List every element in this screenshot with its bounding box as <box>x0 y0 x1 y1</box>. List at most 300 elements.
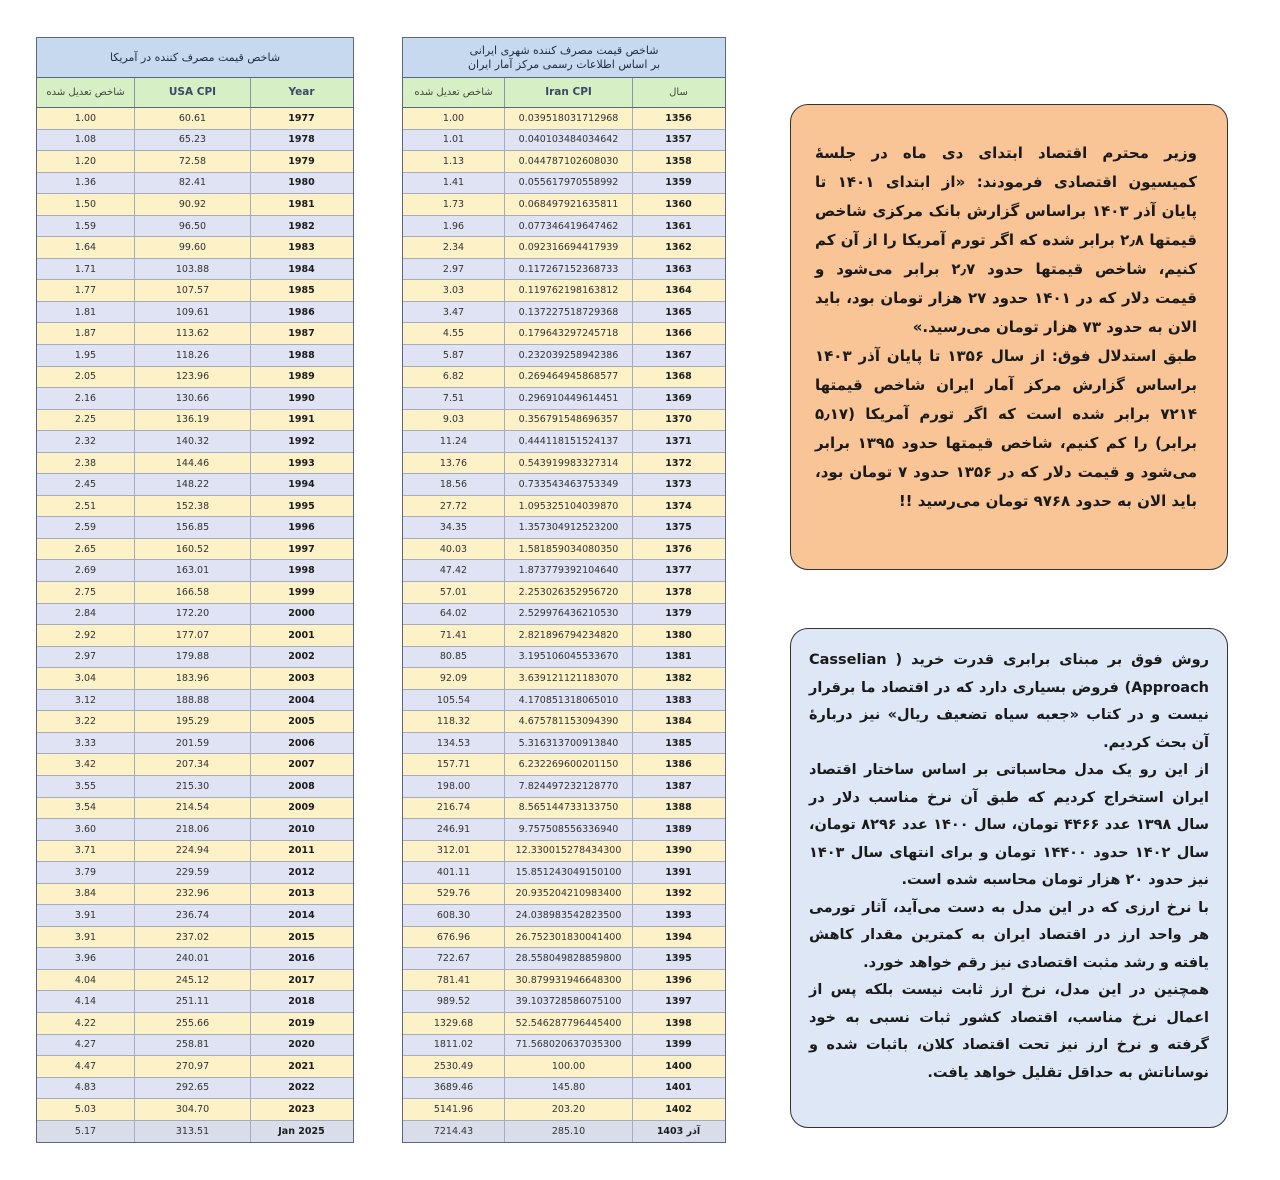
usa-adjusted-cell: 2.38 <box>37 453 135 474</box>
iran-cpi-cell: 26.752301830041400 <box>505 927 633 948</box>
iran-cpi-cell: 0.733543463753349 <box>505 474 633 495</box>
usa-adjusted-cell: 1.71 <box>37 259 135 280</box>
iran-year-cell: 1373 <box>665 479 692 491</box>
iran-adjusted-cell: 198.00 <box>403 776 505 797</box>
usa-year-cell: 1988 <box>288 349 315 361</box>
iran-table-row <box>403 970 725 992</box>
iran-table-row <box>403 474 725 496</box>
usa-table-row <box>37 1013 353 1035</box>
usa-year-cell: 2000 <box>288 608 315 620</box>
iran-cpi-cell: 0.137227518729368 <box>505 302 633 323</box>
iran-adjusted-cell: 92.09 <box>403 668 505 689</box>
iran-adjusted-cell: 1.00 <box>403 108 505 129</box>
iran-cpi-cell: 24.038983542823500 <box>505 905 633 926</box>
usa-adjusted-cell: 2.25 <box>37 410 135 431</box>
iran-year-cell: 1391 <box>665 866 692 878</box>
usa-table-row <box>37 560 353 582</box>
usa-cpi-cell: 136.19 <box>135 410 251 431</box>
iran-table-row <box>403 1035 725 1057</box>
iran-year-cell: 1361 <box>665 220 692 232</box>
usa-adjusted-cell: 3.04 <box>37 668 135 689</box>
usa-cpi-cell: 113.62 <box>135 323 251 344</box>
iran-cpi-cell: 1.357304912523200 <box>505 517 633 538</box>
iran-table-row <box>403 517 725 539</box>
usa-year-cell: 1999 <box>288 586 315 598</box>
model-explanation-box <box>790 628 1228 1128</box>
iran-adjusted-cell: 157.71 <box>403 754 505 775</box>
usa-cpi-cell: 148.22 <box>135 474 251 495</box>
iran-table-row <box>403 560 725 582</box>
iran-year-cell: 1365 <box>665 306 692 318</box>
iran-table-row <box>403 302 725 324</box>
usa-cpi-cell: 245.12 <box>135 970 251 991</box>
usa-table-row <box>37 927 353 949</box>
usa-table-row <box>37 431 353 453</box>
usa-year-cell: 1997 <box>288 543 315 555</box>
usa-cpi-cell: 240.01 <box>135 948 251 969</box>
usa-year-cell: 2002 <box>288 651 315 663</box>
iran-table-row <box>403 798 725 820</box>
usa-adjusted-cell: 2.69 <box>37 560 135 581</box>
iran-year-cell: 1401 <box>665 1082 692 1094</box>
usa-year-cell: 2010 <box>288 823 315 835</box>
usa-cpi-cell: 229.59 <box>135 862 251 883</box>
iran-adjusted-cell: 246.91 <box>403 819 505 840</box>
iran-year-cell: 1357 <box>665 134 692 146</box>
iran-table-row <box>403 711 725 733</box>
iran-table-row <box>403 1121 725 1143</box>
iran-adjusted-cell: 3.03 <box>403 280 505 301</box>
iran-table-row <box>403 733 725 755</box>
usa-table-row <box>37 367 353 389</box>
usa-cpi-cell: 60.61 <box>135 108 251 129</box>
usa-table-row <box>37 453 353 475</box>
usa-year-cell: 2023 <box>288 1103 315 1115</box>
iran-adjusted-cell: 71.41 <box>403 625 505 646</box>
usa-year-cell: 1996 <box>288 522 315 534</box>
usa-table-row <box>37 323 353 345</box>
usa-table-row <box>37 690 353 712</box>
iran-year-cell: 1382 <box>665 672 692 684</box>
iran-cpi-cell: 7.824497232128770 <box>505 776 633 797</box>
usa-adjusted-cell: 2.84 <box>37 604 135 625</box>
iran-table-body <box>403 108 725 1142</box>
usa-adjusted-cell: 3.60 <box>37 819 135 840</box>
usa-adjusted-cell: 4.27 <box>37 1035 135 1056</box>
usa-adjusted-cell: 3.54 <box>37 798 135 819</box>
usa-year-cell: 2020 <box>288 1039 315 1051</box>
iran-table-row <box>403 323 725 345</box>
iran-cpi-cell: 39.103728586075100 <box>505 991 633 1012</box>
iran-year-cell: 1380 <box>665 629 692 641</box>
usa-table-row <box>37 151 353 173</box>
iran-cpi-cell: 12.330015278434300 <box>505 841 633 862</box>
iran-adjusted-cell: 18.56 <box>403 474 505 495</box>
iran-adjusted-cell: 1811.02 <box>403 1035 505 1056</box>
usa-cpi-cell: 82.41 <box>135 173 251 194</box>
usa-adjusted-cell: 2.05 <box>37 367 135 388</box>
iran-adjusted-cell: 989.52 <box>403 991 505 1012</box>
usa-cpi-cell: 160.52 <box>135 539 251 560</box>
iran-adjusted-cell: 34.35 <box>403 517 505 538</box>
usa-cpi-cell: 214.54 <box>135 798 251 819</box>
iran-table-row <box>403 173 725 195</box>
usa-adjusted-cell: 3.33 <box>37 733 135 754</box>
usa-table-row <box>37 130 353 152</box>
usa-cpi-cell: 72.58 <box>135 151 251 172</box>
iran-cpi-cell: 15.851243049150100 <box>505 862 633 883</box>
usa-table-row <box>37 496 353 518</box>
usa-cpi-cell: 99.60 <box>135 237 251 258</box>
iran-table-row <box>403 948 725 970</box>
usa-adjusted-cell: 5.03 <box>37 1099 135 1120</box>
usa-cpi-table <box>36 37 354 1143</box>
usa-cpi-cell: 90.92 <box>135 194 251 215</box>
iran-year-cell: 1363 <box>665 263 692 275</box>
iran-cpi-cell: 3.195106045533670 <box>505 647 633 668</box>
usa-cpi-cell: 123.96 <box>135 367 251 388</box>
usa-year-cell: 1992 <box>288 435 315 447</box>
iran-adjusted-cell: 1329.68 <box>403 1013 505 1034</box>
usa-year-cell: 1979 <box>288 155 315 167</box>
iran-year-cell: 1364 <box>665 285 692 297</box>
usa-adjusted-cell: 3.12 <box>37 690 135 711</box>
iran-adjusted-cell: 401.11 <box>403 862 505 883</box>
usa-adjusted-cell: 1.77 <box>37 280 135 301</box>
usa-table-row <box>37 884 353 906</box>
iran-adjusted-cell: 7214.43 <box>403 1121 505 1143</box>
usa-cpi-cell: 218.06 <box>135 819 251 840</box>
usa-adjusted-cell: 4.22 <box>37 1013 135 1034</box>
usa-table-row <box>37 948 353 970</box>
iran-year-cell: 1359 <box>665 177 692 189</box>
usa-table-row <box>37 647 353 669</box>
usa-cpi-cell: 232.96 <box>135 884 251 905</box>
usa-year-cell: 1993 <box>288 457 315 469</box>
usa-table-row <box>37 733 353 755</box>
iran-table-row <box>403 453 725 475</box>
iran-cpi-cell: 52.546287796445400 <box>505 1013 633 1034</box>
usa-year-cell: 2015 <box>288 931 315 943</box>
usa-table-row <box>37 582 353 604</box>
iran-year-cell: 1379 <box>665 608 692 620</box>
usa-table-body <box>37 108 353 1142</box>
iran-cpi-cell: 100.00 <box>505 1056 633 1077</box>
usa-table-row <box>37 991 353 1013</box>
usa-adjusted-cell: 1.81 <box>37 302 135 323</box>
usa-cpi-cell: 207.34 <box>135 754 251 775</box>
iran-cpi-cell: 0.117267152368733 <box>505 259 633 280</box>
iran-year-cell: 1394 <box>665 931 692 943</box>
usa-table-header <box>37 78 353 108</box>
usa-cpi-cell: 172.20 <box>135 604 251 625</box>
iran-table-title-line2: بر اساس اطلاعات رسمی مرکز آمار ایران <box>467 57 661 71</box>
iran-adjusted-cell: 80.85 <box>403 647 505 668</box>
iran-adjusted-cell: 2.34 <box>403 237 505 258</box>
usa-table-row <box>37 668 353 690</box>
usa-year-cell: 2013 <box>288 888 315 900</box>
iran-cpi-cell: 2.821896794234820 <box>505 625 633 646</box>
iran-table-row <box>403 259 725 281</box>
usa-cpi-cell: 140.32 <box>135 431 251 452</box>
usa-table-title <box>37 38 353 78</box>
iran-year-cell: 1362 <box>665 242 692 254</box>
usa-table-row <box>37 1099 353 1121</box>
usa-adjusted-cell: 5.17 <box>37 1121 135 1143</box>
usa-table-row <box>37 1078 353 1100</box>
iran-adjusted-cell: 1.01 <box>403 130 505 151</box>
usa-year-cell: 1985 <box>288 285 315 297</box>
iran-cpi-cell: 0.092316694417939 <box>505 237 633 258</box>
usa-adjusted-cell: 1.36 <box>37 173 135 194</box>
iran-table-row <box>403 345 725 367</box>
usa-year-cell: 2022 <box>288 1082 315 1094</box>
iran-year-cell: 1367 <box>665 349 692 361</box>
iran-table-row <box>403 862 725 884</box>
iran-table-row <box>403 819 725 841</box>
usa-cpi-cell: 65.23 <box>135 130 251 151</box>
iran-year-cell: 1381 <box>665 651 692 663</box>
usa-cpi-cell: 292.65 <box>135 1078 251 1099</box>
model-paragraph-1: روش فوق بر مبنای برابری قدرت خرید ( Casselian Approach) فروض بسیاری دارد که در اقتصاد ما برقرار نیست و در کتاب «جعبه سیاه تضعیف ریال» نیز دربارهٔ آن بحث کردیم. <box>809 652 1209 751</box>
iran-year-cell: 1389 <box>665 823 692 835</box>
iran-adjusted-cell: 2.97 <box>403 259 505 280</box>
iran-adjusted-cell: 27.72 <box>403 496 505 517</box>
usa-year-cell: 2008 <box>288 780 315 792</box>
iran-adjusted-cell: 781.41 <box>403 970 505 991</box>
iran-cpi-cell: 71.568020637035300 <box>505 1035 633 1056</box>
iran-table-row <box>403 1099 725 1121</box>
iran-adjusted-cell: 9.03 <box>403 410 505 431</box>
usa-cpi-cell: 179.88 <box>135 647 251 668</box>
iran-cpi-cell: 0.077346419647462 <box>505 216 633 237</box>
usa-year-cell: 2003 <box>288 672 315 684</box>
iran-adjusted-cell: 5.87 <box>403 345 505 366</box>
iran-cpi-cell: 30.879931946648300 <box>505 970 633 991</box>
iran-table-row <box>403 582 725 604</box>
usa-adjusted-cell: 4.47 <box>37 1056 135 1077</box>
usa-adjusted-cell: 2.59 <box>37 517 135 538</box>
usa-adjusted-cell: 4.04 <box>37 970 135 991</box>
iran-cpi-table <box>402 37 726 1143</box>
usa-table-row <box>37 754 353 776</box>
usa-year-cell: 1991 <box>288 414 315 426</box>
usa-adjusted-cell: 3.55 <box>37 776 135 797</box>
iran-cpi-cell: 0.068497921635811 <box>505 194 633 215</box>
iran-cpi-cell: 4.675781153094390 <box>505 711 633 732</box>
iran-cpi-cell: 145.80 <box>505 1078 633 1099</box>
usa-cpi-cell: 201.59 <box>135 733 251 754</box>
iran-year-cell: 1378 <box>665 586 692 598</box>
iran-adjusted-cell: 118.32 <box>403 711 505 732</box>
iran-adjusted-cell: 2530.49 <box>403 1056 505 1077</box>
iran-cpi-cell: 2.529976436210530 <box>505 604 633 625</box>
iran-cpi-cell: 1.581859034080350 <box>505 539 633 560</box>
usa-year-cell: Jan 2025 <box>278 1125 325 1137</box>
usa-table-row <box>37 302 353 324</box>
iran-adjusted-cell: 47.42 <box>403 560 505 581</box>
usa-cpi-cell: 188.88 <box>135 690 251 711</box>
iran-adjusted-cell: 1.13 <box>403 151 505 172</box>
iran-year-cell: 1368 <box>665 371 692 383</box>
iran-year-cell: 1370 <box>665 414 692 426</box>
iran-table-row <box>403 130 725 152</box>
iran-table-row <box>403 884 725 906</box>
usa-cpi-cell: 251.11 <box>135 991 251 1012</box>
iran-cpi-cell: 0.039518031712968 <box>505 108 633 129</box>
usa-adjusted-cell: 3.96 <box>37 948 135 969</box>
model-paragraph-4: همچنین در این مدل، نرخ ارز ثابت نیست بلکه پس از اعمال نرخ مناسب، اقتصاد کشور ثبات نسبی به خود گرفته و نرخ ارز نیز تحت اقتصاد کلان، باثبات شده و نوساناتش به حداقل تقلیل خواهد یافت. <box>809 982 1209 1081</box>
usa-table-row <box>37 1056 353 1078</box>
iran-table-row <box>403 668 725 690</box>
usa-table-row <box>37 604 353 626</box>
usa-year-cell: 2018 <box>288 996 315 1008</box>
iran-adjusted-cell: 11.24 <box>403 431 505 452</box>
usa-year-cell: 2005 <box>288 716 315 728</box>
usa-table-row <box>37 1121 353 1143</box>
usa-cpi-cell: 152.38 <box>135 496 251 517</box>
usa-cpi-cell: 156.85 <box>135 517 251 538</box>
iran-cpi-cell: 0.444118151524137 <box>505 431 633 452</box>
usa-table-row <box>37 970 353 992</box>
iran-cpi-cell: 2.253026352956720 <box>505 582 633 603</box>
iran-cpi-cell: 1.873779392104640 <box>505 560 633 581</box>
iran-cpi-cell: 0.543919983327314 <box>505 453 633 474</box>
usa-year-cell: 2009 <box>288 802 315 814</box>
usa-year-cell: 2021 <box>288 1060 315 1072</box>
usa-year-cell: 1989 <box>288 371 315 383</box>
iran-year-cell: 1377 <box>665 565 692 577</box>
iran-adjusted-cell: 40.03 <box>403 539 505 560</box>
argument-paragraph: طبق استدلال فوق: از سال ۱۳۵۶ تا پایان آذر ۱۴۰۳ براساس گزارش مرکز آمار ایران شاخص قیمتها ۷۲۱۴ برابر شده است که اگر تورم آمریکا (۵٫۱۷ برابر) را کم کنیم، شاخص قیمتها حدود ۱۳۹۵ برابر می‌شود و قیمت دلار که در ۱۳۵۶ حدود ۷ تومان بود، باید الان به حدود ۹۷۶۸ تومان می‌رسید !! <box>815 347 1197 510</box>
usa-adjusted-cell: 1.08 <box>37 130 135 151</box>
iran-year-cell: 1402 <box>665 1103 692 1115</box>
iran-cpi-cell: 6.232269600201150 <box>505 754 633 775</box>
iran-table-row <box>403 776 725 798</box>
iran-cpi-cell: 203.20 <box>505 1099 633 1120</box>
usa-adjusted-cell: 4.14 <box>37 991 135 1012</box>
usa-table-row <box>37 711 353 733</box>
usa-year-cell: 1980 <box>288 177 315 189</box>
iran-year-cell: 1392 <box>665 888 692 900</box>
usa-year-cell: 1995 <box>288 500 315 512</box>
iran-table-row <box>403 539 725 561</box>
usa-adjusted-cell: 4.83 <box>37 1078 135 1099</box>
iran-table-row <box>403 841 725 863</box>
iran-cpi-cell: 0.296910449614451 <box>505 388 633 409</box>
iran-table-row <box>403 604 725 626</box>
usa-cpi-cell: 313.51 <box>135 1121 251 1143</box>
iran-table-row <box>403 108 725 130</box>
usa-table-row <box>37 410 353 432</box>
iran-cpi-cell: 3.639121121183070 <box>505 668 633 689</box>
usa-cpi-cell: 107.57 <box>135 280 251 301</box>
usa-cpi-cell: 237.02 <box>135 927 251 948</box>
usa-year-cell: 2017 <box>288 974 315 986</box>
iran-header-year: سال <box>669 87 688 98</box>
usa-cpi-cell: 236.74 <box>135 905 251 926</box>
iran-adjusted-cell: 64.02 <box>403 604 505 625</box>
usa-table-row <box>37 345 353 367</box>
minister-quote-box <box>790 104 1228 570</box>
iran-table-row <box>403 496 725 518</box>
usa-cpi-cell: 163.01 <box>135 560 251 581</box>
iran-adjusted-cell: 57.01 <box>403 582 505 603</box>
iran-cpi-cell: 0.356791548696357 <box>505 410 633 431</box>
iran-cpi-cell: 5.316313700913840 <box>505 733 633 754</box>
usa-adjusted-cell: 3.42 <box>37 754 135 775</box>
iran-year-cell: آذر 1403 <box>656 1125 701 1137</box>
iran-adjusted-cell: 216.74 <box>403 798 505 819</box>
iran-table-row <box>403 905 725 927</box>
usa-year-cell: 2016 <box>288 953 315 965</box>
usa-table-row <box>37 776 353 798</box>
usa-cpi-cell: 270.97 <box>135 1056 251 1077</box>
usa-table-row <box>37 237 353 259</box>
iran-year-cell: 1374 <box>665 500 692 512</box>
usa-adjusted-cell: 2.51 <box>37 496 135 517</box>
usa-adjusted-cell: 2.92 <box>37 625 135 646</box>
usa-table-row <box>37 517 353 539</box>
usa-adjusted-cell: 2.65 <box>37 539 135 560</box>
iran-table-row <box>403 690 725 712</box>
usa-year-cell: 2001 <box>288 629 315 641</box>
iran-table-row <box>403 1078 725 1100</box>
iran-cpi-cell: 0.119762198163812 <box>505 280 633 301</box>
iran-cpi-cell: 9.757508556336940 <box>505 819 633 840</box>
usa-adjusted-cell: 2.97 <box>37 647 135 668</box>
usa-year-cell: 1984 <box>288 263 315 275</box>
usa-year-cell: 1978 <box>288 134 315 146</box>
usa-adjusted-cell: 3.22 <box>37 711 135 732</box>
iran-year-cell: 1393 <box>665 910 692 921</box>
usa-table-row <box>37 280 353 302</box>
usa-cpi-cell: 255.66 <box>135 1013 251 1034</box>
iran-table-row <box>403 754 725 776</box>
usa-adjusted-cell: 1.95 <box>37 345 135 366</box>
iran-year-cell: 1356 <box>665 112 692 124</box>
usa-adjusted-cell: 3.91 <box>37 927 135 948</box>
iran-adjusted-cell: 4.55 <box>403 323 505 344</box>
usa-cpi-cell: 215.30 <box>135 776 251 797</box>
iran-year-cell: 1371 <box>665 435 692 447</box>
iran-year-cell: 1369 <box>665 392 692 404</box>
usa-table-row <box>37 216 353 238</box>
iran-adjusted-cell: 6.82 <box>403 367 505 388</box>
usa-adjusted-cell: 2.45 <box>37 474 135 495</box>
iran-adjusted-cell: 134.53 <box>403 733 505 754</box>
usa-cpi-cell: 177.07 <box>135 625 251 646</box>
usa-year-cell: 2004 <box>288 694 315 706</box>
iran-table-title <box>403 38 725 78</box>
usa-table-row <box>37 862 353 884</box>
usa-adjusted-cell: 3.79 <box>37 862 135 883</box>
usa-year-cell: 1982 <box>288 220 315 232</box>
iran-table-row <box>403 151 725 173</box>
usa-year-cell: 2006 <box>288 737 315 749</box>
iran-adjusted-cell: 3689.46 <box>403 1078 505 1099</box>
usa-year-cell: 1981 <box>288 198 315 210</box>
model-paragraph-3: با نرخ ارزی که در این مدل به دست می‌آید، آثار تورمی هر واحد ارز در اقتصاد ایران به کمترین مقدار کاهش یافته و رشد مثبت اقتصادی نیز رقم خواهد خورد. <box>809 899 1209 971</box>
iran-year-cell: 1400 <box>665 1060 692 1072</box>
usa-year-cell: 2014 <box>288 910 315 921</box>
iran-adjusted-cell: 676.96 <box>403 927 505 948</box>
usa-year-cell: 1983 <box>288 242 315 254</box>
usa-cpi-cell: 130.66 <box>135 388 251 409</box>
usa-year-cell: 1998 <box>288 565 315 577</box>
iran-table-row <box>403 927 725 949</box>
usa-year-cell: 1994 <box>288 479 315 491</box>
